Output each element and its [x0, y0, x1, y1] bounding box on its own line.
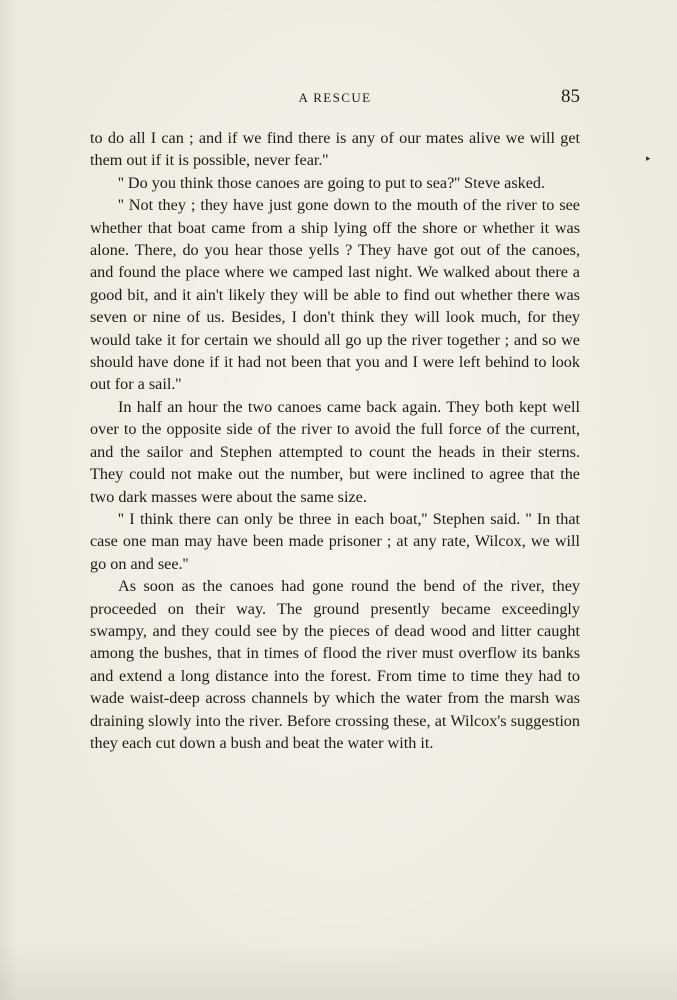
- running-title: A RESCUE: [298, 90, 372, 105]
- page-shadow: [0, 940, 677, 1000]
- paragraph-2: '' Do you think those canoes are going to put to sea?'' Steve asked.: [118, 173, 546, 192]
- margin-mark-icon: ▸: [646, 153, 651, 163]
- page-number: 85: [561, 86, 580, 107]
- paragraph-4: In half an hour the two canoes came back again. They both kept well over to the opposite side of the river to avoid the full force of the current, and the sailor and Stephen attempted to count the heads in their sterns. They could not make out the number, but were inclined to agree that the two dark masses were about the same size.: [90, 397, 580, 506]
- paragraph-1: to do all I can ; and if we find there is any of our mates alive we will get them out if it is possible, never fear.'': [90, 129, 580, 170]
- paragraph-5: '' I think there can only be three in each boat,'' Stephen said. '' In that case one man may have been made prisoner ; at any rate, Wilcox, we will go on and see.'': [90, 509, 580, 573]
- running-head: [90, 88, 580, 110]
- paragraph-6: As soon as the canoes had gone round the bend of the river, they proceeded on their way. The ground presently became exceedingly swampy, and they could see by the pieces of dead wood and litter caught among the bushes, that in times of flood the river must overflow its banks and extend a long distance into the forest. From time to time they had to wade waist-deep across channels by which the water from the marsh was draining slowly into the river. Before crossing these, at Wilcox's suggestion they each cut down a bush and beat the water with it.: [90, 577, 580, 752]
- body-text: [90, 127, 580, 754]
- paragraph-3: '' Not they ; they have just gone down to the mouth of the river to see whether that boat came from a ship lying off the shore or whether it was alone. There, do you hear those yells ? They have got out of the canoes, and found the place where we camped last night. We walked about there a good bit, and it ain't likely they will be able to find out whether there was seven or nine of us. Besides, I don't think they will look much, for they would take it for certain we should all go up the river together ; and so we should have done if it had not been that you and I were left behind to look out for a sail.'': [90, 196, 580, 394]
